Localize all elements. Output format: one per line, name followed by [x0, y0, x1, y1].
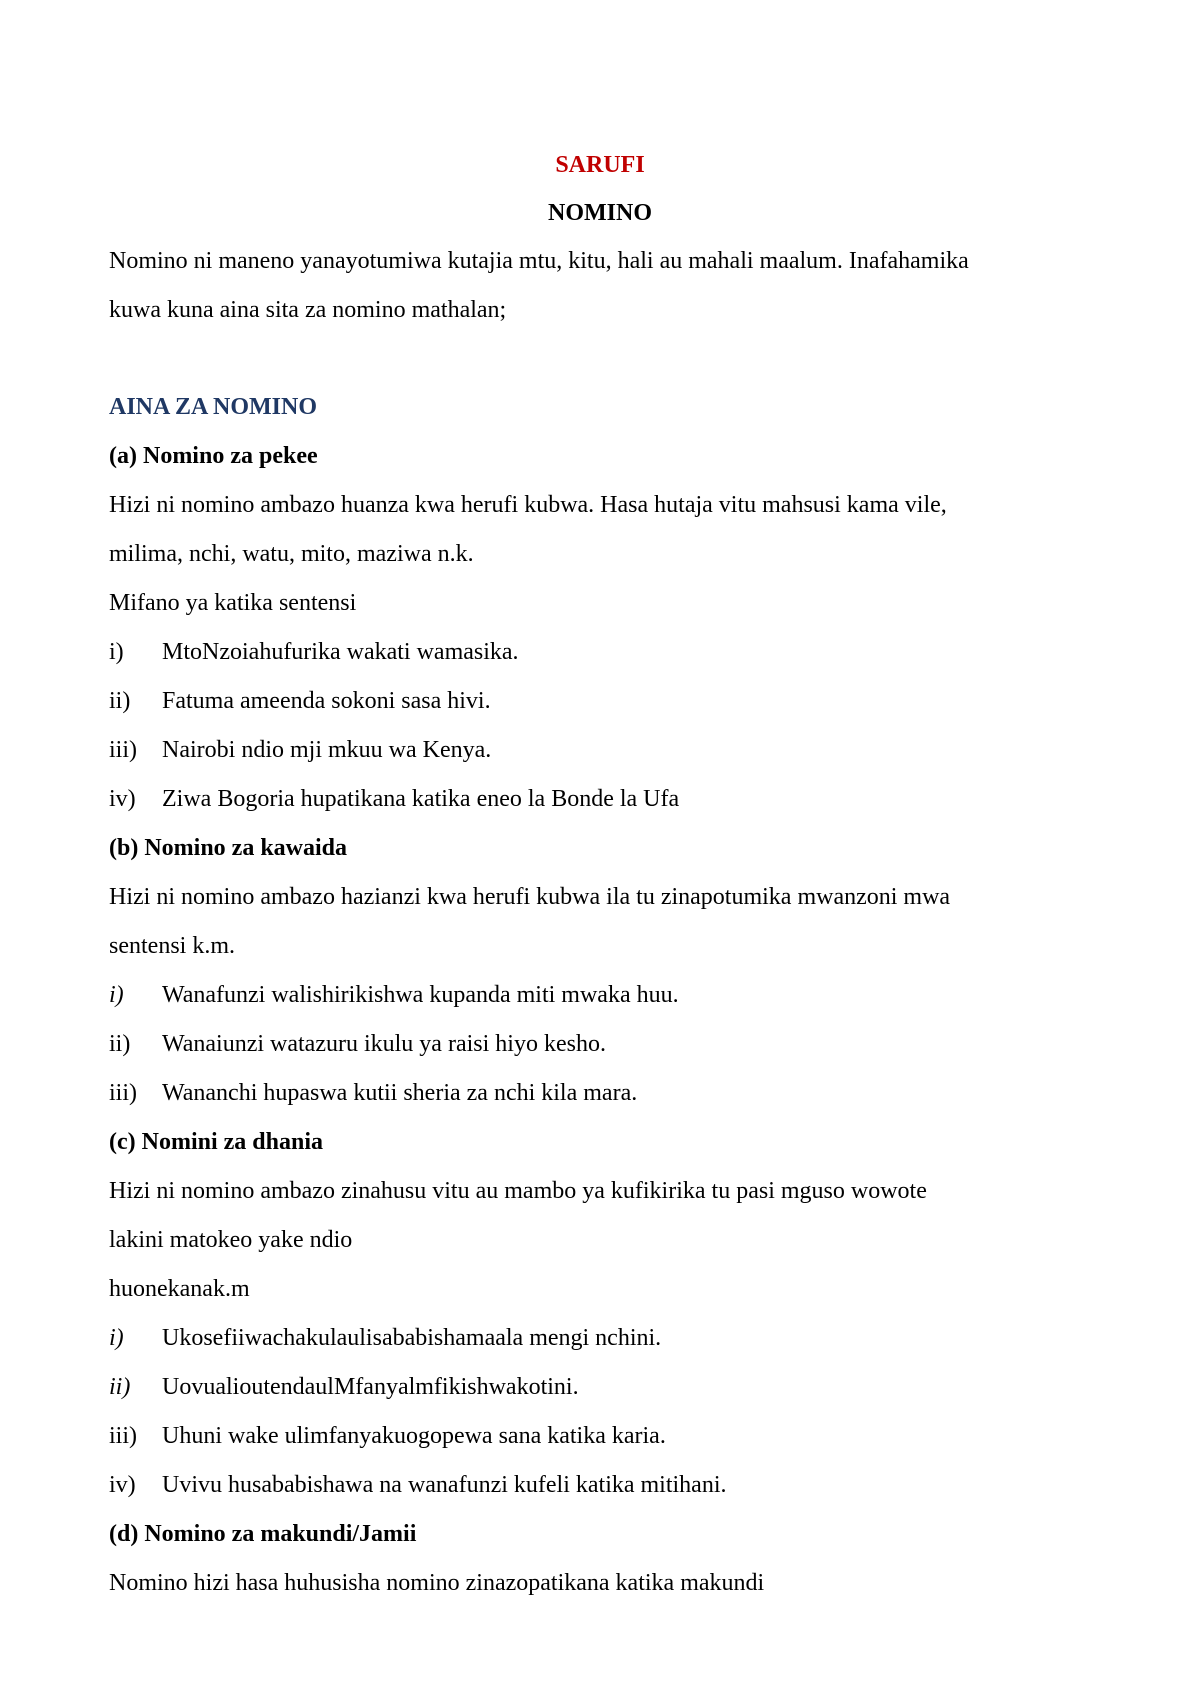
- list-item: [109, 1372, 579, 1402]
- kawaida-heading: (b) Nomino za kawaida: [109, 835, 348, 861]
- list-item-number: ii): [109, 1374, 131, 1400]
- list-item-number: ii): [109, 688, 131, 714]
- dhania-desc-line-2: lakini matokeo yake ndio: [109, 1227, 353, 1253]
- list-item-text: Ziwa Bogoria hupatikana katika eneo la Bonde la Ufa: [162, 786, 680, 812]
- list-item: [109, 735, 491, 765]
- list-item: [109, 637, 519, 667]
- list-item-number: iii): [109, 1423, 137, 1449]
- list-item-text: Wanaiunzi watazuru ikulu ya raisi hiyo kesho.: [162, 1031, 606, 1057]
- makundi-heading: (d) Nomino za makundi/Jamii: [109, 1521, 417, 1547]
- list-item: [109, 980, 679, 1010]
- dhania-heading: (c) Nomini za dhania: [109, 1129, 324, 1155]
- list-item-text: UovualioutendaulMfanyalmfikishwakotini.: [162, 1374, 579, 1400]
- list-item: [109, 1029, 606, 1059]
- list-item: [109, 1470, 727, 1500]
- list-item-text: Ukosefiiwachakulaulisababishamaala mengi nchini.: [162, 1325, 662, 1351]
- list-item-text: Wananchi hupaswa kutii sheria za nchi kila mara.: [162, 1080, 638, 1106]
- pekee-desc-line-1: Hizi ni nomino ambazo huanza kwa herufi kubwa. Hasa hutaja vitu mahsusi kama vile,: [109, 492, 947, 518]
- list-item: [109, 1323, 661, 1353]
- list-item-number: iii): [109, 1080, 137, 1106]
- pekee-examples-label: Mifano ya katika sentensi: [109, 590, 357, 616]
- pekee-desc-line-2: milima, nchi, watu, mito, maziwa n.k.: [109, 541, 474, 567]
- list-item-number: i): [109, 982, 124, 1008]
- list-item-text: Uvivu husababishawa na wanafunzi kufeli katika mitihani.: [162, 1472, 727, 1498]
- list-item: [109, 686, 491, 716]
- dhania-desc-line-3: huonekanak.m: [109, 1276, 250, 1302]
- list-item-text: Wanafunzi walishirikishwa kupanda miti mwaka huu.: [162, 982, 679, 1008]
- list-item-text: Nairobi ndio mji mkuu wa Kenya.: [162, 737, 492, 763]
- kawaida-desc-line-1: Hizi ni nomino ambazo hazianzi kwa herufi kubwa ila tu zinapotumika mwanzoni mwa: [109, 884, 951, 910]
- list-item-number: iv): [109, 786, 136, 812]
- list-item-number: iv): [109, 1472, 136, 1498]
- dhania-desc-line-1: Hizi ni nomino ambazo zinahusu vitu au mambo ya kufikirika tu pasi mguso wowote: [109, 1178, 927, 1204]
- makundi-desc-line-1: Nomino hizi hasa huhusisha nomino zinazopatikana katika makundi: [109, 1570, 765, 1596]
- list-item-number: i): [109, 639, 124, 665]
- kawaida-desc-line-2: sentensi k.m.: [109, 933, 235, 959]
- page-subtitle: NOMINO: [548, 200, 652, 226]
- list-item-text: MtoNzoiahufurika wakati wamasika.: [162, 639, 519, 665]
- list-item-number: iii): [109, 737, 137, 763]
- intro-line-2: kuwa kuna aina sita za nomino mathalan;: [109, 297, 507, 323]
- intro-line-1: Nomino ni maneno yanayotumiwa kutajia mtu, kitu, hali au mahali maalum. Inafahamika: [109, 248, 969, 274]
- list-item: [109, 1078, 637, 1108]
- list-item-number: ii): [109, 1031, 131, 1057]
- list-item-number: i): [109, 1325, 124, 1351]
- pekee-heading: (a) Nomino za pekee: [109, 443, 318, 469]
- list-item: [109, 1421, 666, 1451]
- section-heading: AINA ZA NOMINO: [109, 394, 318, 420]
- list-item-text: Uhuni wake ulimfanyakuogopewa sana katika karia.: [162, 1423, 666, 1449]
- page-title: SARUFI: [555, 152, 645, 178]
- list-item-text: Fatuma ameenda sokoni sasa hivi.: [162, 688, 491, 714]
- list-item: [109, 784, 679, 814]
